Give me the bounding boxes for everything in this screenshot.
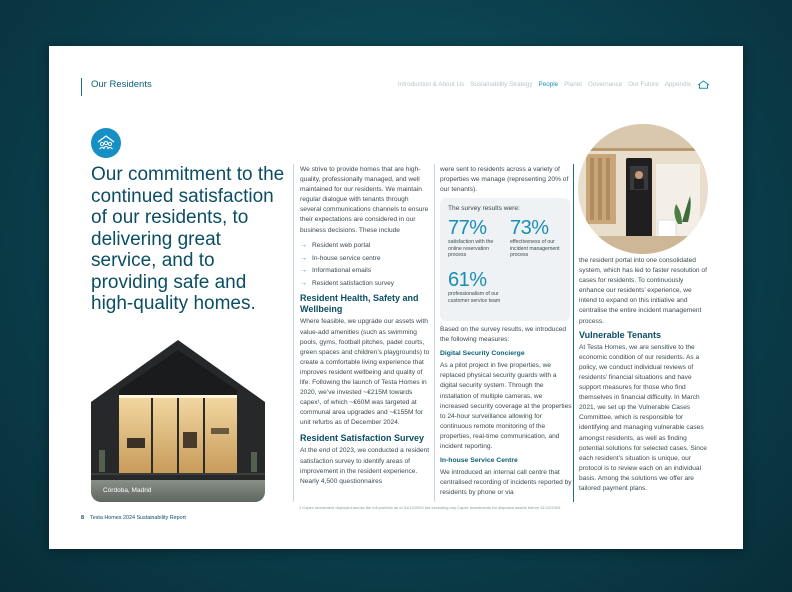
concierge-photo <box>578 124 708 254</box>
page-number: 8 <box>81 515 84 521</box>
health-paragraph: Where feasible, we upgrade our assets with value-add amenities (such as swimming pools, gyms, football pitches, padel courts, green spaces and children’s playgrounds) to create a comfortable living experience that improves resident wellbeing and quality of life. Following the launch of Testa Homes in 2020, we’ve invested ~€215M towards capex¹, of which ~€60M was targeted at communal area upgrades and ~€155M for unit refurbs as of December 2024. <box>300 318 430 427</box>
arrow-right-icon: → <box>300 254 307 262</box>
survey-paragraph: At the end of 2023, we conducted a resident satisfaction survey to identify areas of improvement in the resident experience. Nearly 4,500 questionnaires <box>300 447 430 485</box>
service-paragraph: We introduced an internal call centre that centralised recording of incidents reported by residents by phone or via <box>440 469 572 497</box>
stat-value: 77% <box>448 217 487 239</box>
stat-customer-service <box>448 270 508 304</box>
survey-intro: were sent to residents across a variety of properties we manage (representing 20% of our tenants). <box>440 166 569 194</box>
nav-appendix[interactable]: Appendix <box>664 81 691 88</box>
arrow-right-icon: → <box>300 267 307 275</box>
column-2-intro <box>440 165 572 195</box>
column-divider <box>434 164 435 502</box>
nav-governance[interactable]: Governance <box>587 81 623 88</box>
list-item <box>300 265 431 278</box>
security-heading: Digital Security Concierge <box>440 350 525 358</box>
measures-intro: Based on the survey results, we introduced the following measures: <box>440 326 567 344</box>
top-nav <box>398 80 710 89</box>
channel-label: Informational emails <box>312 267 372 275</box>
column-divider <box>293 164 294 502</box>
survey-heading: Resident Satisfaction Survey <box>300 433 425 444</box>
column-3 <box>579 256 710 494</box>
list-item <box>300 278 431 291</box>
intro-paragraph: We strive to provide homes that are high-quality, professionally managed, and well maintained for our residents. We maintain regular dialogue with tenants through several communications channels to ensure their expectations are considered in our business decisions. These include <box>300 166 429 234</box>
stat-incident <box>510 218 570 259</box>
section-title: Our Residents <box>91 79 152 90</box>
column-divider <box>573 164 574 502</box>
survey-results-box <box>440 198 570 321</box>
footnote: 1 Capex investment deployed across the full portfolio as of 31/12/2024 but excluding any Capex investments for disposed assets before 31/12/2024. <box>299 505 562 510</box>
stat-label: professionalism of our customer service team <box>448 291 501 304</box>
list-item <box>300 252 431 265</box>
stat-label: satisfaction with the online reservation process <box>448 239 494 258</box>
report-title: Testa Homes 2024 Sustainability Report <box>90 515 186 521</box>
nav-people[interactable]: People <box>538 81 559 88</box>
home-icon[interactable] <box>697 80 710 89</box>
stat-value: 73% <box>510 217 549 239</box>
portal-paragraph: the resident portal into one consolidated system, which has led to faster resolution of cases for residents. To continuously enhance our residents’ experience, we intend to expand on this initiative and centralise the entire incident management process. <box>579 257 707 325</box>
health-heading: Resident Health, Safety and Wellbeing <box>300 293 419 315</box>
list-item <box>300 240 431 253</box>
channel-label: In-house service centre <box>312 254 381 262</box>
column-2-body <box>440 325 572 499</box>
photo-caption: Córdoba, Madrid <box>103 487 152 494</box>
stat-value: 61% <box>448 269 487 291</box>
nav-sustainability-strategy[interactable]: Sustainability Strategy <box>470 81 533 88</box>
report-page <box>49 46 743 549</box>
section-marker <box>81 78 82 96</box>
column-1 <box>300 165 431 487</box>
service-heading: In-house Service Centre <box>440 457 518 465</box>
stat-label: effectiveness of our incident management process <box>510 239 560 258</box>
channel-label: Resident satisfaction survey <box>312 280 395 288</box>
channel-list <box>300 240 431 291</box>
nav-planet[interactable]: Planet <box>564 81 582 88</box>
nav-introduction[interactable]: Introduction & About Us <box>398 81 465 88</box>
survey-title: The survey results were: <box>448 205 520 212</box>
house-photo <box>91 340 265 502</box>
arrow-right-icon: → <box>300 280 307 288</box>
nav-our-future[interactable]: Our Future <box>628 81 659 88</box>
stat-reservation <box>448 218 508 259</box>
vulnerable-heading: Vulnerable Tenants <box>579 329 662 340</box>
arrow-right-icon: → <box>300 241 307 249</box>
security-paragraph: As a pilot project in five properties, we replaced physical security guards with a digital security system. Through the installation of multiple cameras, we increased security coverage at the properties to 24-hour surveillance allowing for continuous remote monitoring of the properties, real-time communication, and incident reporting. <box>440 362 572 451</box>
channel-label: Resident web portal <box>312 241 371 249</box>
page-headline: Our commitment to the continued satisfaction of our residents, to delivering great service, and to providing safe and high-quality homes. <box>91 164 285 314</box>
vulnerable-paragraph: At Testa Homes, we are sensitive to the economic condition of our residents. As a policy, we conduct individual reviews of residents’ financial situations and have support measures for those who find themselves in financial difficulty. In March 2021, we set up the Vulnerable Cases Committee, which is responsible for identifying and managing vulnerable cases amongst residents, as well as finding potential solutions for selected cases. Since each resident’s situation is unique, our protocol is to review each on an individual basis. Among the solutions we offer are tailored payment plans. <box>579 343 707 492</box>
people-icon <box>91 128 121 158</box>
